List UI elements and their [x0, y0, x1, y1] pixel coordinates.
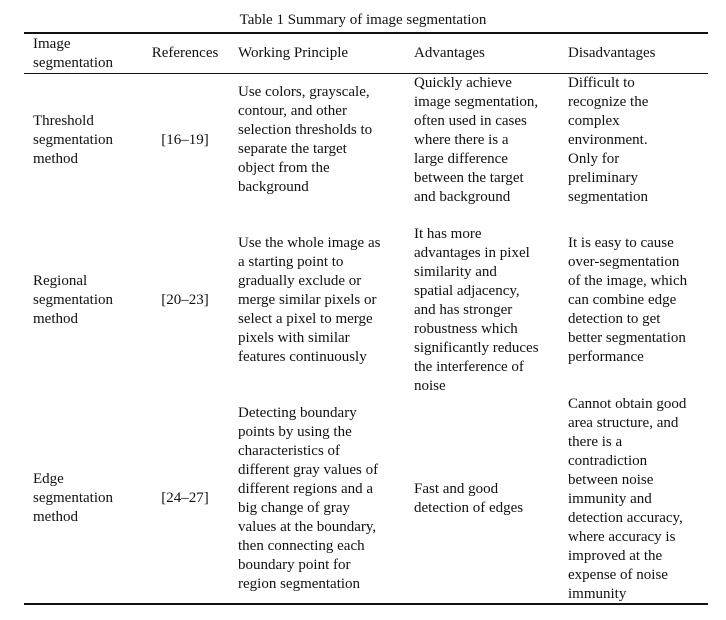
- row-edge-disadvantages: Cannot obtain good area structure, and there is a contradiction between noise immunity and detection accuracy, where accuracy is improved at the expense of noise immunity: [568, 396, 687, 602]
- row-regional-advantages: It has more advantages in pixel similarity and spatial adjacency, and has stronger robustness which significantly reduces the interference of noise: [414, 226, 539, 394]
- top-rule: [24, 32, 708, 34]
- row-regional-method: Regional segmentation method: [33, 273, 113, 327]
- row-regional-principle: Use the whole image as a starting point to gradually exclude or merge similar pixels or select a pixel to merge pixels with similar features continuously: [238, 235, 381, 365]
- header-references: References: [151, 45, 219, 61]
- header-advantages: Advantages: [414, 45, 485, 61]
- header-working-principle: Working Principle: [238, 45, 349, 61]
- row-threshold-method: Threshold segmentation method: [33, 113, 113, 167]
- row-edge-advantages: Fast and good detection of edges: [414, 481, 524, 516]
- row-regional-disadvantages: It is easy to cause over-segmentation of the image, which can combine edge detection to get better segmentation performance: [568, 235, 688, 365]
- row-threshold-principle: Use colors, grayscale, contour, and other selection thresholds to separate the target object from the background: [238, 84, 373, 195]
- row-edge-principle: Detecting boundary points by using the characteristics of different gray values of different regions and a big change of gray values at the boundary, then connecting each boundary point for region segmentation: [238, 405, 379, 592]
- row-edge-method: Edge segmentation method: [33, 471, 113, 525]
- table-caption: Table 1 Summary of image segmentation: [239, 12, 487, 28]
- header-image-segmentation: Image segmentation: [33, 36, 113, 71]
- row-edge-references: [24–27]: [161, 490, 209, 506]
- row-threshold-references: [16–19]: [161, 132, 209, 148]
- row-regional-references: [20–23]: [161, 292, 209, 308]
- header-disadvantages: Disadvantages: [568, 45, 656, 61]
- row-threshold-advantages: Quickly achieve image segmentation, often used in cases where there is a large difference between the target and background: [414, 75, 539, 205]
- row-threshold-disadvantages: Difficult to recognize the complex environment. Only for preliminary segmentation: [568, 75, 649, 205]
